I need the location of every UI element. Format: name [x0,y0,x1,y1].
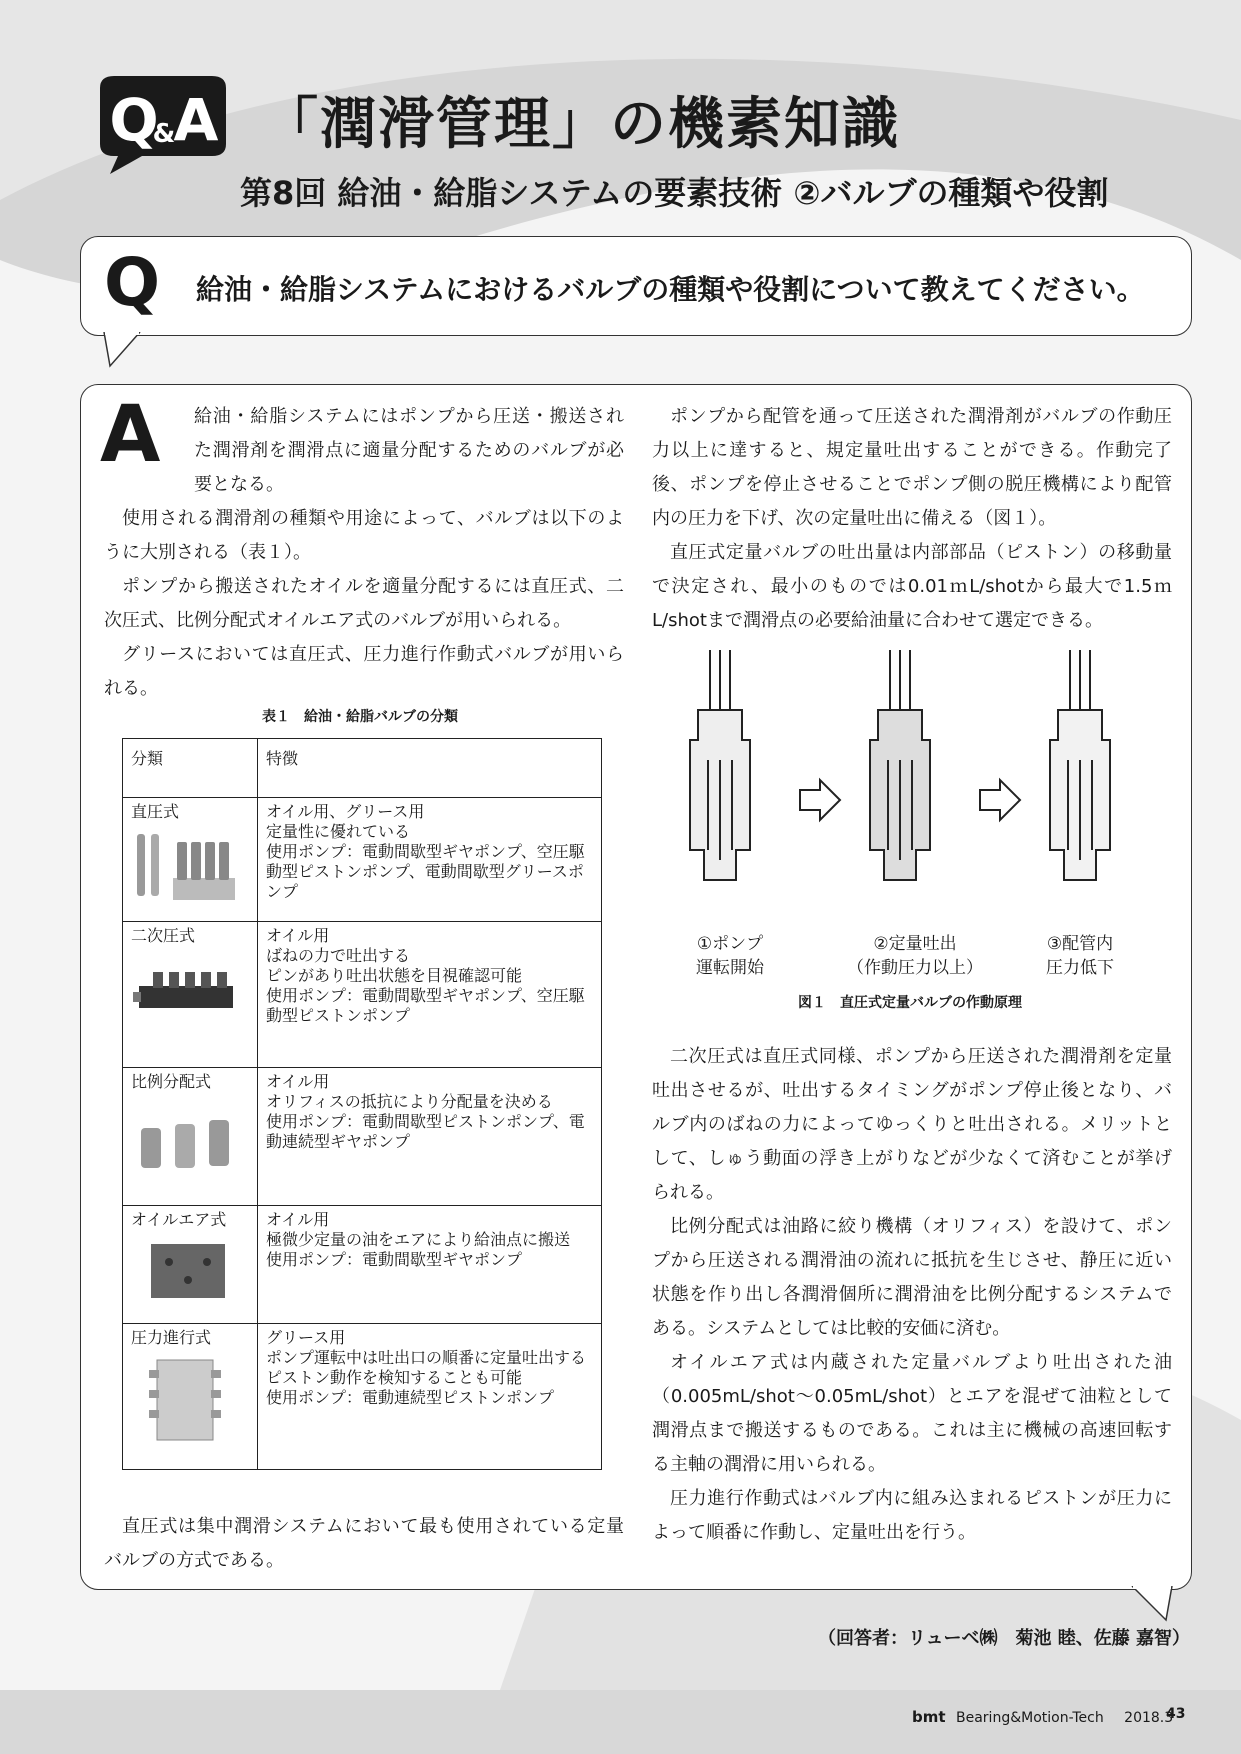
answer-paragraph-5: 直圧式は集中潤滑システムにおいて最も使用されている定量バルブの方式である。 [104,1516,624,1571]
footer-magazine: Bearing&Motion-Tech [956,1710,1104,1726]
answer-paragraph-6: ポンプから配管を通って圧送された潤滑剤がバルブの作動圧力以上に達すると、規定量吐出することができる。作動完了後、ポンプを停止させることでポンプ側の脱圧機構により配管内の圧力を下げ、次の定量吐出に備える（図１）。 [652,406,1172,529]
series-title: 「潤滑管理」の機素知識 [262,92,900,157]
figure-label-1: ①ポンプ 運転開始 [696,934,764,978]
secondary-pressure-valve-image [131,952,241,1032]
answer-paragraph-3: ポンプから搬送されたオイルを適量分配するには直圧式、二次圧式、比例分配式オイルエア式のバルブが用いられる。 [104,576,624,631]
table-row [123,1324,602,1470]
answer-bubble-tail-icon [1126,1586,1176,1622]
table-row [123,798,602,922]
answer-right-column [652,400,1172,638]
arrow-right-icon [800,780,840,820]
table-cell-features: グリース用 ポンプ運転中は吐出口の順番に定量吐出する ピストン動作を検知することも可能 使用ポンプ：電動連続型ピストンポンプ [258,1324,602,1470]
table-header-category: 分類 [123,739,258,798]
answer-paragraph-1: 給油・給脂システムにはポンプから圧送・搬送された潤滑剤を潤滑点に適量分配するためのバルブが必要となる。 [194,406,624,495]
qa-badge-icon [88,70,238,180]
badge-a: A [173,86,219,154]
proportional-valve-image [131,1098,241,1178]
episode-title: 第8回 給油・給脂システムの要素技術 ②バルブの種類や役割 [240,174,1109,212]
valve-classification-table [122,738,602,1470]
figure-caption: 図１ 直圧式定量バルブの作動原理 [798,995,1022,1011]
valve-diagram-1 [690,650,750,880]
table-header-row [123,739,602,798]
progressive-valve-image [131,1354,241,1444]
table-cell-features: オイル用、グリース用 定量性に優れている 使用ポンプ：電動間歇型ギヤポンプ、空圧駆動型ピストンポンプ、電動間歇型グリースポンプ [258,798,602,922]
table-row [123,1068,602,1206]
question-text: 給油・給脂システムにおけるバルブの種類や役割について教えてください。 [196,273,1145,306]
arrow-right-icon [980,780,1020,820]
table-cell-category: 直圧式 [131,802,180,821]
answer-paragraph-10: オイルエア式は内蔵された定量バルブより吐出された油（0.005mL/shot～0.05mL/shot）とエアを混ぜて油粒として潤滑点まで搬送するものである。これは主に機械の高速回転する主軸の潤滑に用いられる。 [652,1352,1172,1475]
table-cell-features: オイル用 極微少定量の油をエアにより給油点に搬送 使用ポンプ：電動間歇型ギヤポンプ [258,1206,602,1324]
figure-labels [680,932,1140,988]
oil-air-valve-image [131,1236,241,1306]
figure-label-2: ②定量吐出 （作動圧力以上） [847,934,983,978]
answer-left-bottom [104,1510,624,1578]
direct-pressure-valve-image [131,828,241,908]
figure-label-3: ③配管内 圧力低下 [1046,934,1114,978]
answer-right-column-2 [652,1040,1172,1550]
page-number: 43 [1166,1706,1186,1722]
valve-operation-diagram [680,650,1140,920]
table-row [123,922,602,1068]
table-row [123,1206,602,1324]
question-bubble-tail-icon [100,332,150,368]
table-cell-category: オイルエア式 [131,1210,227,1229]
answer-paragraph-2: 使用される潤滑剤の種類や用途によって、バルブは以下のように大別される（表１）。 [104,508,624,563]
answer-paragraph-7: 直圧式定量バルブの吐出量は内部部品（ピストン）の移動量で決定され、最小のものでは0.01ｍL/shotから最大で1.5ｍL/shotまで潤滑点の必要給油量に合わせて選定できる。 [652,542,1172,631]
answer-left-column [104,400,624,706]
table-cell-features: オイル用 オリフィスの抵抗により分配量を決める 使用ポンプ：電動間歇型ピストンポンプ、電動連続型ギヤポンプ [258,1068,602,1206]
valve-diagram-3 [1050,650,1110,880]
footer-date: 2018.3 [1124,1710,1174,1726]
answer-paragraph-11: 圧力進行作動式はバルブ内に組み込まれるピストンが圧力によって順番に作動し、定量吐出を行う。 [652,1488,1172,1543]
table-cell-features: オイル用 ばねの力で吐出する ピンがあり吐出状態を目視確認可能 使用ポンプ：電動間歇型ギヤポンプ、空圧駆動型ピストンポンプ [258,922,602,1068]
table-cell-category: 二次圧式 [131,926,196,945]
table-header-features: 特徴 [258,739,602,798]
badge-q: Q [109,86,159,154]
bmt-logo: bmt [912,1708,946,1726]
footer-brand [912,1708,1173,1726]
answer-paragraph-4: グリースにおいては直圧式、圧力進行作動式バルブが用いられる。 [104,644,624,699]
table-caption: 表１ 給油・給脂バルブの分類 [262,709,458,725]
table-cell-category: 圧力進行式 [131,1328,212,1347]
respondent-credit: （回答者：リューベ㈱ 菊池 睦、佐藤 嘉智） [818,1628,1190,1649]
valve-diagram-2 [870,650,930,880]
badge-amp: & [152,119,176,149]
answer-paragraph-8: 二次圧式は直圧式同様、ポンプから圧送された潤滑剤を定量吐出させるが、吐出するタイミングがポンプ停止後となり、バルブ内のばねの力によってゆっくりと吐出される。メリットとして、しゅう動面の浮き上がりなどが少なくて済むことが挙げられる。 [652,1046,1172,1203]
answer-paragraph-9: 比例分配式は油路に絞り機構（オリフィス）を設けて、ポンプから圧送される潤滑油の流れに抵抗を生じさせ、静圧に近い状態を作り出し各潤滑個所に潤滑油を比例分配するシステムである。システムとしては比較的安価に済む。 [652,1216,1172,1339]
answer-letter: A [100,390,161,480]
table-cell-category: 比例分配式 [131,1072,212,1091]
question-letter: Q [104,244,161,321]
